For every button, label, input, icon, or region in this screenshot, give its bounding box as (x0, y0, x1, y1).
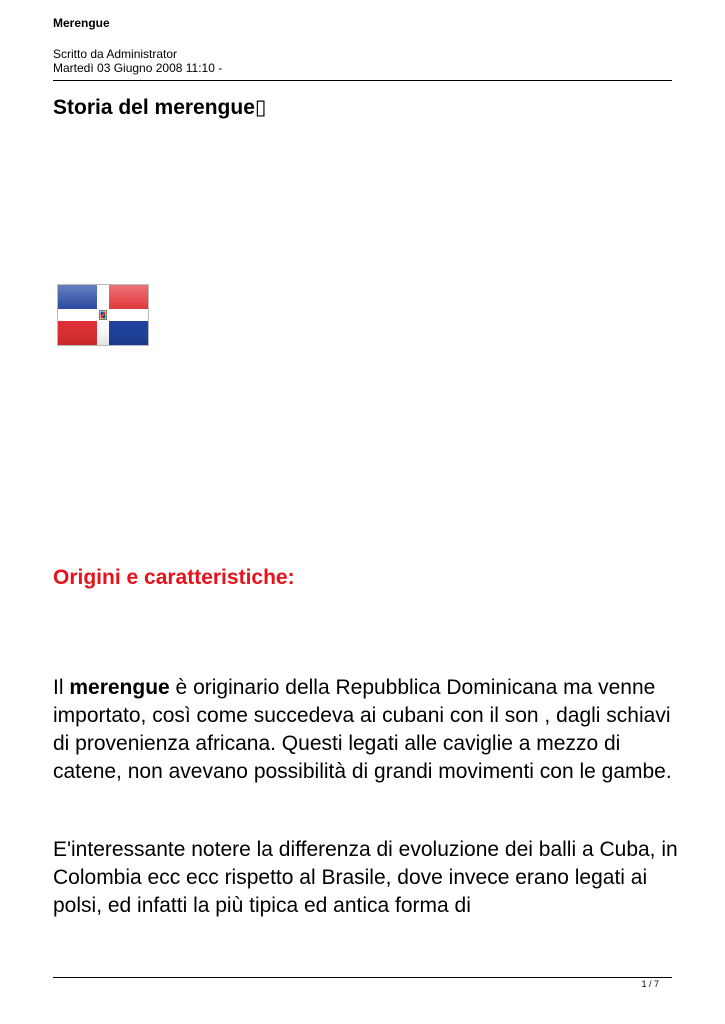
merengue-bold-term: merengue (69, 676, 170, 699)
paragraph-1 (53, 674, 678, 786)
page-number: 1 / 7 (641, 979, 659, 989)
footer-divider (53, 977, 672, 978)
dominican-flag-image (57, 284, 149, 346)
header-divider (53, 80, 672, 81)
section-heading-origins: Origini e caratteristiche: (53, 566, 295, 589)
document-header-title: Merengue (53, 16, 110, 30)
author-line: Scritto da Administrator (53, 47, 178, 61)
document-meta (53, 47, 222, 75)
paragraph-2: E'interessante notere la differenza di evoluzione dei balli a Cuba, in Colombia ecc ecc rispetto al Brasile, dove invece erano legati ai polsi, ed infatti la più tipica ed antica forma di (53, 838, 678, 917)
date-line: Martedì 03 Giugno 2008 11:10 - (53, 61, 223, 75)
paragraph-1-start: Il (53, 676, 70, 699)
page-title: Storia del merengue▯ (53, 96, 267, 119)
paragraph-1-rest: è originario della Repubblica Dominicana ma venne importato, così come succedeva ai cubani con il son , dagli schiavi di provenienza africana. Questi legati alle caviglie a mezzo di catene, non avevano possibilità di grandi movimenti con le gambe. (53, 676, 672, 783)
